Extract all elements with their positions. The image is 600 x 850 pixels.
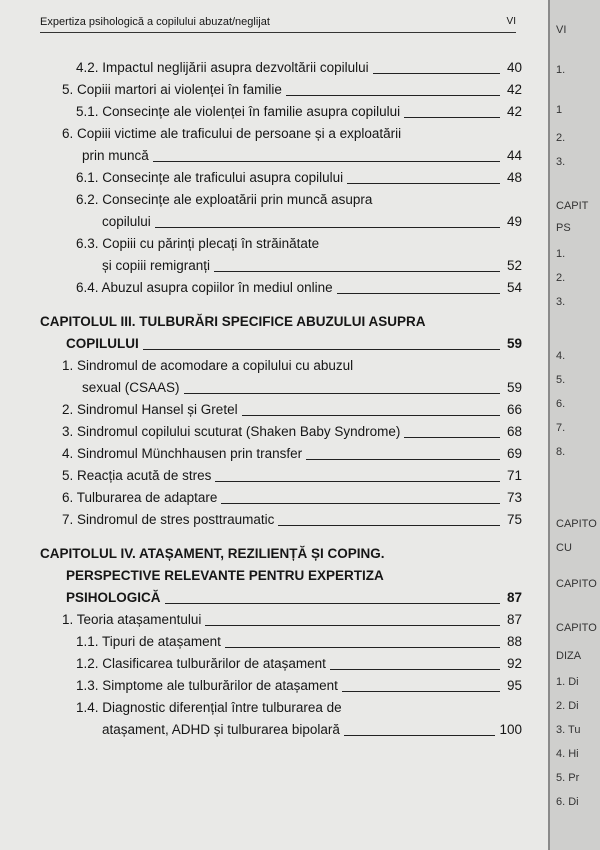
toc-leader-line bbox=[155, 227, 500, 228]
toc-page-number: 95 bbox=[506, 678, 522, 693]
toc-entry bbox=[40, 508, 522, 530]
toc-page-number: 44 bbox=[506, 148, 522, 163]
toc-entry bbox=[40, 586, 522, 608]
adjacent-page-fragment: 3. bbox=[556, 296, 566, 308]
section-gap bbox=[40, 530, 522, 542]
toc-entry-title: 5. Reacția acută de stres bbox=[62, 468, 212, 483]
toc-entry-title: 1.2. Clasificarea tulburărilor de atașament bbox=[76, 656, 326, 671]
adjacent-page-fragment: 8. bbox=[556, 446, 566, 458]
toc-page-number: 42 bbox=[506, 82, 522, 97]
toc-page-number: 48 bbox=[506, 170, 522, 185]
page-number: VI bbox=[506, 16, 516, 27]
toc-leader-line bbox=[205, 625, 500, 626]
adjacent-page-fragment: 1. Di bbox=[556, 676, 579, 688]
toc-entry-title: 4.2. Impactul neglijării asupra dezvoltării copilului bbox=[76, 60, 369, 75]
toc-leader-line bbox=[342, 691, 500, 692]
toc-page-number: 59 bbox=[506, 380, 522, 395]
toc-leader-line bbox=[214, 271, 500, 272]
toc-entry-title: PSIHOLOGICĂ bbox=[66, 590, 161, 605]
toc-leader-line bbox=[330, 669, 500, 670]
toc-page-number: 73 bbox=[506, 490, 522, 505]
toc-entry-title: atașament, ADHD și tulburarea bipolară bbox=[102, 722, 340, 737]
toc-page-number: 92 bbox=[506, 656, 522, 671]
toc-entry bbox=[40, 332, 522, 354]
adjacent-page-fragment: 3. bbox=[556, 156, 566, 168]
toc-entry bbox=[40, 542, 522, 564]
toc-entry-title: 6.3. Copiii cu părinți plecați în străinătate bbox=[76, 236, 320, 251]
toc-leader-line bbox=[278, 525, 500, 526]
adjacent-page-fragment: 7. bbox=[556, 422, 566, 434]
toc-entry bbox=[40, 608, 522, 630]
toc-leader-line bbox=[404, 437, 500, 438]
toc-page-number: 59 bbox=[506, 336, 522, 351]
toc-page-number: 87 bbox=[506, 612, 522, 627]
toc-entry bbox=[40, 398, 522, 420]
adjacent-page-fragment: 2. Di bbox=[556, 700, 579, 712]
adjacent-page-fragment: VI bbox=[556, 24, 567, 36]
adjacent-page-fragment: 4. bbox=[556, 350, 566, 362]
adjacent-page-fragment: 1. bbox=[556, 248, 566, 260]
adjacent-page-fragment: 1. bbox=[556, 64, 566, 76]
toc-entry bbox=[40, 674, 522, 696]
toc-entry-title: 1. Teoria atașamentului bbox=[62, 612, 202, 627]
toc-entry-title: 6. Tulburarea de adaptare bbox=[62, 490, 218, 505]
toc-page-number: 49 bbox=[506, 214, 522, 229]
toc-leader-line bbox=[221, 503, 500, 504]
toc-entry bbox=[40, 630, 522, 652]
toc-entry bbox=[40, 376, 522, 398]
toc-entry-title: 5.1. Consecințe ale violenței în familie asupra copilului bbox=[76, 104, 401, 119]
toc-leader-line bbox=[373, 73, 500, 74]
toc-leader-line bbox=[306, 459, 500, 460]
adjacent-page-fragment: CAPITO bbox=[556, 622, 597, 634]
toc-entry bbox=[40, 254, 522, 276]
adjacent-page-fragment: 2. bbox=[556, 272, 566, 284]
toc-leader-line bbox=[184, 393, 500, 394]
toc-entry bbox=[40, 464, 522, 486]
toc-page-number: 42 bbox=[506, 104, 522, 119]
toc-page-number: 88 bbox=[506, 634, 522, 649]
toc-entry-title: 1.1. Tipuri de atașament bbox=[76, 634, 221, 649]
toc-entry bbox=[40, 210, 522, 232]
toc-leader-line bbox=[153, 161, 500, 162]
toc-entry-title: PERSPECTIVE RELEVANTE PENTRU EXPERTIZA bbox=[66, 568, 384, 583]
toc-leader-line bbox=[143, 349, 500, 350]
toc-leader-line bbox=[215, 481, 500, 482]
toc-page-number: 71 bbox=[506, 468, 522, 483]
adjacent-page-fragment: 6. Di bbox=[556, 796, 579, 808]
toc-entry bbox=[40, 564, 522, 586]
toc-page-number: 100 bbox=[499, 722, 522, 737]
toc-entry-title: 3. Sindromul copilului scuturat (Shaken Baby Syndrome) bbox=[62, 424, 401, 439]
toc-leader-line bbox=[347, 183, 500, 184]
toc-entry bbox=[40, 652, 522, 674]
toc-leader-line bbox=[242, 415, 500, 416]
toc-entry-title: CAPITOLUL III. TULBURĂRI SPECIFICE ABUZULUI ASUPRA bbox=[40, 314, 426, 329]
toc-entry-title: 1.3. Simptome ale tulburărilor de atașament bbox=[76, 678, 338, 693]
toc-entry-title: COPILULUI bbox=[66, 336, 139, 351]
toc-entry bbox=[40, 188, 522, 210]
adjacent-page-fragment: 6. bbox=[556, 398, 566, 410]
adjacent-page-fragment: PS bbox=[556, 222, 571, 234]
adjacent-page-fragment: 2. bbox=[556, 132, 566, 144]
toc-entry bbox=[40, 486, 522, 508]
adjacent-page-edge bbox=[548, 0, 600, 850]
toc-entry-title: 4. Sindromul Münchhausen prin transfer bbox=[62, 446, 303, 461]
toc-entry bbox=[40, 232, 522, 254]
adjacent-page-fragment: 5. bbox=[556, 374, 566, 386]
adjacent-page-fragment: 5. Pr bbox=[556, 772, 580, 784]
toc-entry-title: 5. Copiii martori ai violenței în familie bbox=[62, 82, 282, 97]
toc-entry bbox=[40, 442, 522, 464]
toc-leader-line bbox=[344, 735, 496, 736]
toc-entry-title: sexual (CSAAS) bbox=[82, 380, 180, 395]
toc-page-number: 87 bbox=[506, 590, 522, 605]
toc-entry-title: 6. Copiii victime ale traficului de persoane și a exploatării bbox=[62, 126, 402, 141]
toc-entry bbox=[40, 166, 522, 188]
toc-page-number: 75 bbox=[506, 512, 522, 527]
toc-page-number: 68 bbox=[506, 424, 522, 439]
toc-entry bbox=[40, 276, 522, 298]
adjacent-page-fragment: DIZA bbox=[556, 650, 582, 662]
adjacent-page-fragment: 4. Hi bbox=[556, 748, 579, 760]
toc-entry-title: prin muncă bbox=[82, 148, 149, 163]
toc-entry bbox=[40, 56, 522, 78]
toc-entry bbox=[40, 144, 522, 166]
toc-entry bbox=[40, 420, 522, 442]
toc-entry bbox=[40, 78, 522, 100]
adjacent-page-fragment: CAPITO bbox=[556, 518, 597, 530]
adjacent-page-fragment: 3. Tu bbox=[556, 724, 581, 736]
toc-leader-line bbox=[165, 603, 500, 604]
toc-entry bbox=[40, 718, 522, 740]
toc-leader-line bbox=[404, 117, 500, 118]
toc-page-number: 52 bbox=[506, 258, 522, 273]
book-title: Expertiza psihologică a copilului abuzat/neglijat bbox=[40, 16, 270, 28]
toc-page-number: 66 bbox=[506, 402, 522, 417]
toc-entry-title: 7. Sindromul de stres posttraumatic bbox=[62, 512, 275, 527]
toc-page-number: 54 bbox=[506, 280, 522, 295]
toc-entry-title: 6.2. Consecințe ale exploatării prin muncă asupra bbox=[76, 192, 373, 207]
section-gap bbox=[40, 298, 522, 310]
toc-entry-title: 2. Sindromul Hansel și Gretel bbox=[62, 402, 238, 417]
toc-entry-title: 1.4. Diagnostic diferențial între tulburarea de bbox=[76, 700, 342, 715]
toc-entry bbox=[40, 696, 522, 718]
toc-entry bbox=[40, 122, 522, 144]
adjacent-page-fragment: CAPITO bbox=[556, 578, 597, 590]
toc-leader-line bbox=[337, 293, 500, 294]
toc-entry-title: 1. Sindromul de acomodare a copilului cu abuzul bbox=[62, 358, 354, 373]
toc-entry-title: și copiii remigranți bbox=[102, 258, 211, 273]
toc-entry-title: CAPITOLUL IV. ATAȘAMENT, REZILIENȚĂ ȘI COPING. bbox=[40, 546, 385, 561]
toc-entry bbox=[40, 100, 522, 122]
adjacent-page-fragment: CAPIT bbox=[556, 200, 589, 212]
toc-entry bbox=[40, 310, 522, 332]
running-head bbox=[40, 16, 516, 33]
toc-leader-line bbox=[225, 647, 500, 648]
toc-page-number: 40 bbox=[506, 60, 522, 75]
toc-entry bbox=[40, 354, 522, 376]
toc-entry-title: copilului bbox=[102, 214, 151, 229]
toc-page-number: 69 bbox=[506, 446, 522, 461]
table-of-contents bbox=[40, 56, 522, 740]
toc-entry-title: 6.4. Abuzul asupra copiilor în mediul online bbox=[76, 280, 333, 295]
toc-leader-line bbox=[286, 95, 500, 96]
adjacent-page-fragment: CU bbox=[556, 542, 572, 554]
toc-entry-title: 6.1. Consecințe ale traficului asupra copilului bbox=[76, 170, 344, 185]
adjacent-page-fragment: 1 bbox=[556, 104, 563, 116]
